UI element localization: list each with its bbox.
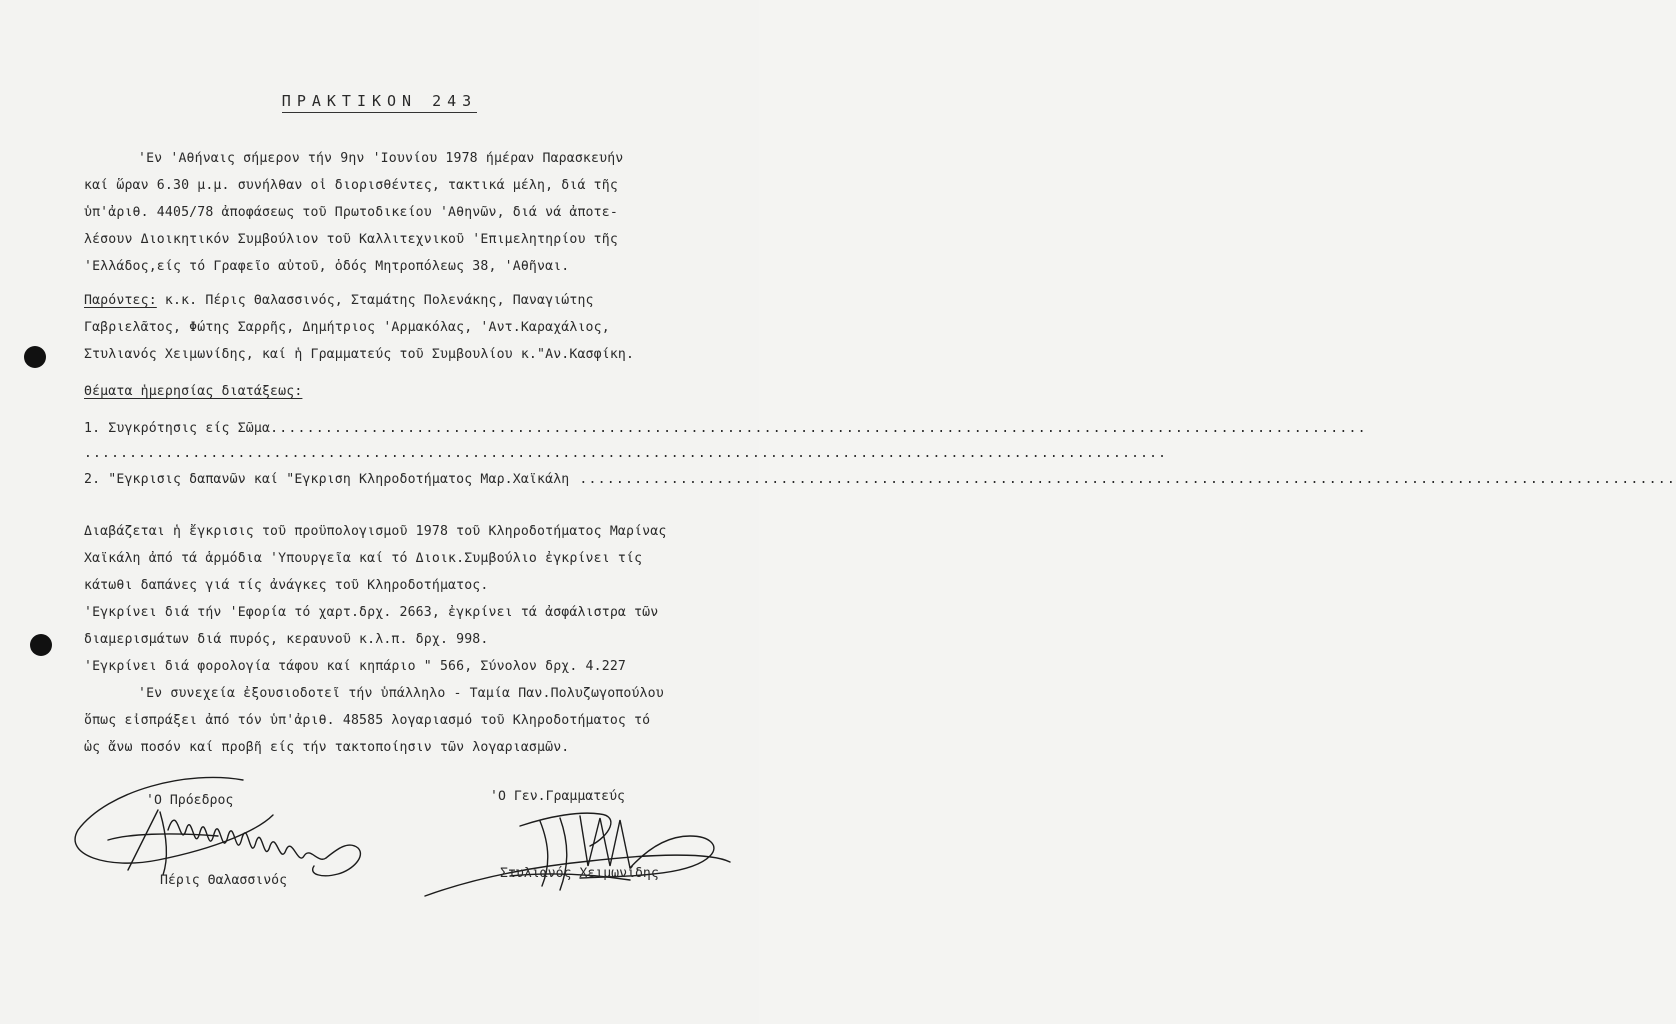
body-line-2: Χαϊκάλη ἀπό τά ἁρμόδια 'Υπουργεῖα καί τό Διοικ.Συμβούλιο ἐγκρίνει τίς <box>84 551 643 566</box>
intro-line-4: λέσουν Διοικητικόν Συμβούλιον τοῦ Καλλιτεχνικοῦ 'Επιμελητηρίου τῆς <box>84 232 618 247</box>
agenda-item-1 <box>84 421 1367 436</box>
secretary-name: Στυλιανός Χειμωνίδης <box>500 866 659 881</box>
president-role: 'Ο Πρόεδρος <box>146 793 234 808</box>
body-line-5: διαμερισμάτων διά πυρός, κεραυνοῦ κ.λ.π. δρχ. 998. <box>84 632 489 647</box>
intro-line-5: 'Ελλάδος,είς τό Γραφεῖο αὐτοῦ, ὁδός Μητροπόλεως 38, 'Αθῆναι. <box>84 259 570 274</box>
punch-hole-top <box>24 346 46 368</box>
body-line-1: Διαβάζεται ἡ ἔγκρισις τοῦ προϋπολογισμοῦ 1978 τοῦ Κληροδοτήματος Μαρίνας <box>84 524 667 539</box>
present-label: Παρόντες: <box>84 293 157 308</box>
body-line-8: ὅπως εἰσπράξει ἀπό τόν ὑπ'ἀριθ. 48585 λογαριασμό τοῦ Κληροδοτήματος τό <box>84 713 651 728</box>
intro-line-2: καί ὥραν 6.30 μ.μ. συνήλθαν οἱ διορισθέντες, τακτικά μέλη, διά τῆς <box>84 178 618 193</box>
present-line-2: Γαβριελᾶτος, Φώτης Σαρρῆς, Δημήτριος 'Αρμακόλας, 'Αντ.Καραχάλιος, <box>84 320 610 335</box>
document-title: ΠΡΑΚΤΙΚΟΝ 243 <box>0 92 759 110</box>
dot-leader-line: ........................................................................................................................ <box>84 446 1168 461</box>
body-line-7: 'Εν συνεχεία ἐξουσιοδοτεῖ τήν ὑπάλληλο - Ταμία Παν.Πολυζωγοπούλου <box>138 686 664 701</box>
dot-leader: ........................................................................................................................ <box>579 472 1676 487</box>
agenda-item-1-text: 1. Συγκρότησις είς Σῶμα <box>84 421 271 436</box>
punch-hole-bottom <box>30 634 52 656</box>
president-name: Πέρις Θαλασσινός <box>160 873 288 888</box>
body-line-6: 'Εγκρίνει διά φορολογία τάφου καί κηπάριο " 566, Σύνολον δρχ. 4.227 <box>84 659 626 674</box>
present-line-3: Στυλιανός Χειμωνίδης, καί ἡ Γραμματεύς τοῦ Συμβουλίου κ."Αν.Κασφίκη. <box>84 347 635 362</box>
secretary-signature <box>420 806 740 916</box>
present-text: κ.κ. Πέρις Θαλασσινός, Σταμάτης Πολενάκης, Παναγιώτης <box>156 293 594 308</box>
agenda-item-2-text: 2. "Εγκρισις δαπανῶν καί "Εγκριση Κληροδοτήματος Μαρ.Χαϊκάλη <box>84 472 570 487</box>
intro-line-3: ὑπ'ἀριθ. 4405/78 ἀποφάσεως τοῦ Πρωτοδικείου 'Αθηνῶν, διά νά ἀποτε- <box>84 205 618 220</box>
agenda-item-2 <box>84 472 1676 487</box>
body-line-9: ὡς ἄνω ποσόν καί προβῆ είς τήν τακτοποίησιν τῶν λογαριασμῶν. <box>84 740 570 755</box>
present-line-1 <box>84 293 594 308</box>
body-line-4: 'Εγκρίνει διά τήν 'Εφορία τό χαρτ.δρχ. 2663, ἐγκρίνει τά ἀσφάλιστρα τῶν <box>84 605 659 620</box>
dot-leader: ........................................................................................................................ <box>270 421 1367 436</box>
body-line-3: κάτωθι δαπάνες γιά τίς ἀνάγκες τοῦ Κληροδοτήματος. <box>84 578 489 593</box>
secretary-role: 'Ο Γεν.Γραμματεύς <box>490 789 625 804</box>
agenda-heading: Θέματα ἡμερησίας διατάξεως: <box>84 384 303 399</box>
intro-line-1: 'Εν 'Αθήναις σήμερον τήν 9ην 'Ιουνίου 1978 ήμέραν Παρασκευήν <box>138 151 624 166</box>
